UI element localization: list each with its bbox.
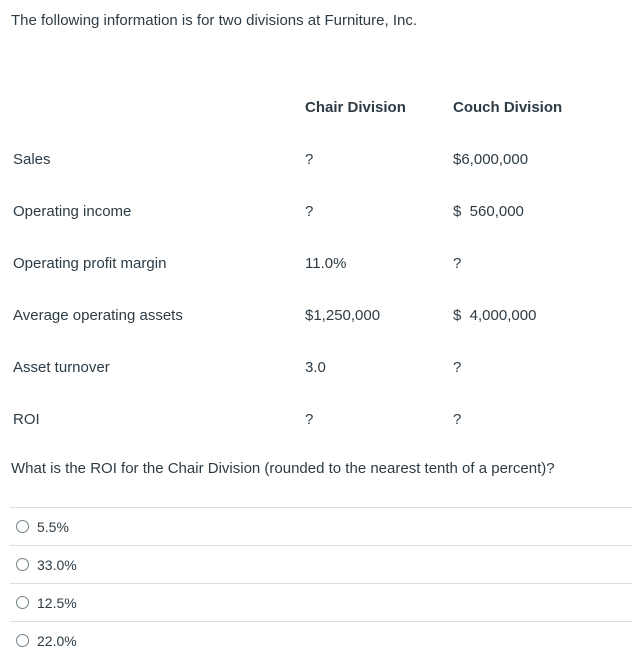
radio-button-icon[interactable] — [16, 558, 29, 571]
row-label: Sales — [13, 151, 51, 168]
couch-value: ? — [453, 359, 462, 376]
row-label: Operating income — [13, 203, 132, 220]
table-row-average-operating-assets — [0, 307, 632, 329]
answer-label[interactable]: 12.5% — [37, 594, 77, 611]
row-label: Asset turnover — [13, 359, 110, 376]
answer-option-1[interactable] — [10, 507, 632, 545]
answer-list — [10, 507, 632, 659]
couch-value: $6,000,000 — [453, 151, 529, 168]
chair-value: 3.0 — [305, 359, 326, 376]
answer-label[interactable]: 22.0% — [37, 632, 77, 649]
intro-text: The following information is for two divisions at Furniture, Inc. — [11, 12, 418, 29]
row-label: Average operating assets — [13, 307, 183, 324]
couch-value: ? — [453, 411, 462, 428]
chair-value: $1,250,000 — [305, 307, 381, 324]
answer-label[interactable]: 33.0% — [37, 556, 77, 573]
table-row-roi — [0, 411, 632, 433]
radio-button-icon[interactable] — [16, 596, 29, 609]
table-row-asset-turnover — [0, 359, 632, 381]
answer-option-2[interactable] — [10, 545, 632, 583]
table-row-sales — [0, 151, 632, 173]
couch-value: $ 4,000,000 — [453, 307, 537, 324]
chair-value: ? — [305, 203, 314, 220]
answer-label[interactable]: 5.5% — [37, 518, 69, 535]
couch-value: $ 560,000 — [453, 203, 524, 220]
chair-value: 11.0% — [305, 255, 347, 272]
row-label: ROI — [13, 411, 40, 428]
radio-button-icon[interactable] — [16, 520, 29, 533]
answer-option-3[interactable] — [10, 583, 632, 621]
chair-value: ? — [305, 411, 314, 428]
table-row-operating-income — [0, 203, 632, 225]
chair-division-header: Chair Division — [305, 99, 406, 116]
answer-option-4[interactable] — [10, 621, 632, 659]
couch-value: ? — [453, 255, 462, 272]
question-text: What is the ROI for the Chair Division (rounded to the nearest tenth of a percent)? — [11, 460, 555, 477]
table-row-operating-profit-margin — [0, 255, 632, 277]
couch-division-header: Couch Division — [453, 99, 563, 116]
radio-button-icon[interactable] — [16, 634, 29, 647]
row-label: Operating profit margin — [13, 255, 167, 272]
chair-value: ? — [305, 151, 314, 168]
